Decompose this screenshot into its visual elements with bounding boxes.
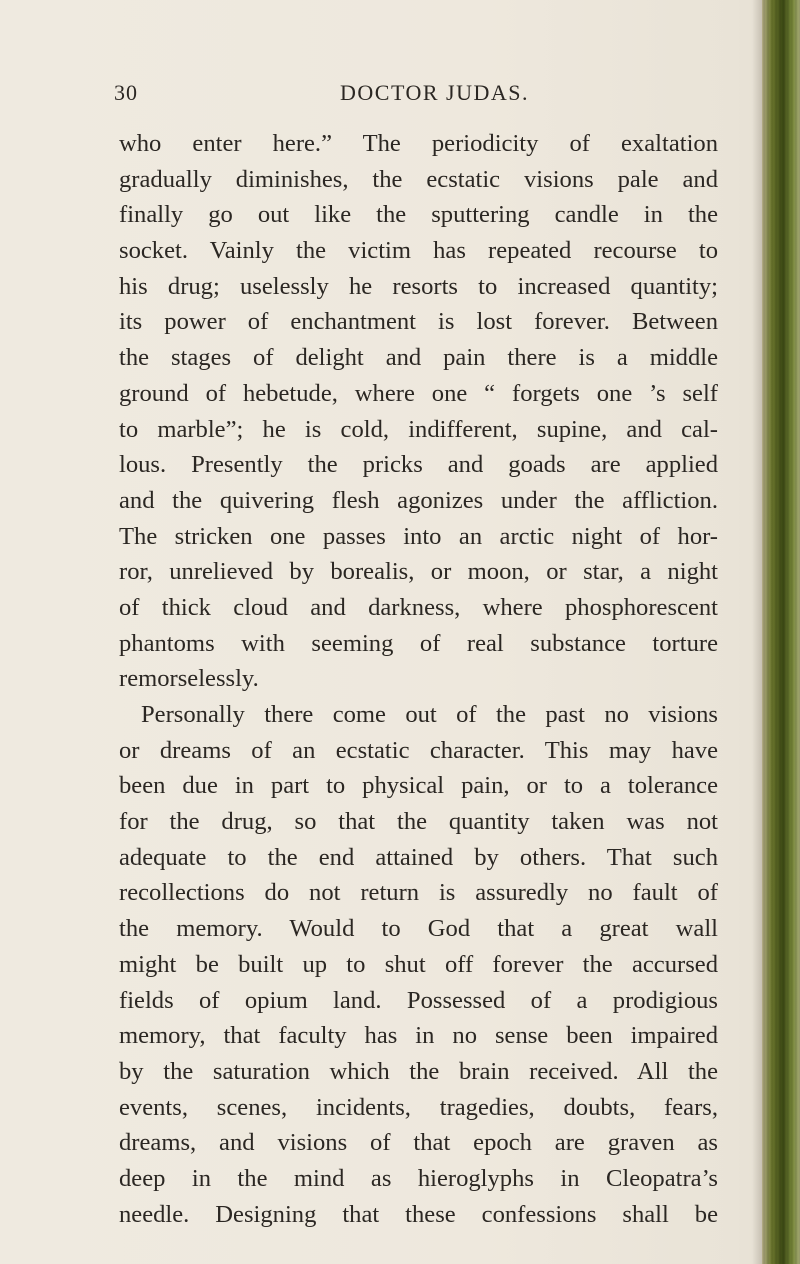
text-line: adequate to the end attained by others. That such <box>119 843 718 871</box>
text-line: memory, that faculty has in no sense been impaired <box>119 1022 718 1050</box>
text-line: for the drug, so that the quantity taken was not <box>119 808 718 836</box>
text-line: or dreams of an ecstatic character. This may have <box>119 736 718 764</box>
page-gutter-shadow <box>752 0 762 1264</box>
page-edge <box>762 0 800 1264</box>
text-line: who enter here.” The periodicity of exaltation <box>119 130 718 157</box>
text-line: to marble”; he is cold, indifferent, supine, and cal- <box>119 415 718 443</box>
text-line: events, scenes, incidents, tragedies, doubts, fears, <box>119 1093 718 1121</box>
text-line: its power of enchantment is lost forever. Between <box>119 308 718 336</box>
text-line: phantoms with seeming of real substance torture <box>119 629 718 657</box>
text-line: dreams, and visions of that epoch are graven as <box>119 1129 718 1157</box>
text-line: lous. Presently the pricks and goads are applied <box>119 451 718 479</box>
text-line: ror, unrelieved by borealis, or moon, or star, a night <box>119 558 718 586</box>
text-line: deep in the mind as hieroglyphs in Cleopatra’s <box>119 1164 718 1192</box>
running-head <box>114 80 714 110</box>
text-line: fields of opium land. Possessed of a prodigious <box>119 986 718 1014</box>
text-line: remorselessly. <box>119 665 259 693</box>
text-line: needle. Designing that these confessions shall be <box>119 1200 718 1228</box>
text-line: and the quivering flesh agonizes under the affliction. <box>119 486 718 514</box>
text-line: the stages of delight and pain there is a middle <box>119 344 718 372</box>
text-line: by the saturation which the brain received. All the <box>119 1057 718 1085</box>
text-line: ground of hebetude, where one “ forgets one ’s self <box>119 379 718 407</box>
text-line: recollections do not return is assuredly no fault of <box>119 879 718 907</box>
text-line: been due in part to physical pain, or to a tolerance <box>119 772 718 800</box>
paragraph-start-line: Personally there come out of the past no visions <box>141 701 718 728</box>
text-line: might be built up to shut off forever the accursed <box>119 950 718 978</box>
text-line: of thick cloud and darkness, where phosphorescent <box>119 593 718 621</box>
text-line: finally go out like the sputtering candle in the <box>119 201 718 229</box>
page-number: 30 <box>114 80 138 105</box>
text-line: The stricken one passes into an arctic night of hor- <box>119 522 718 550</box>
body-text <box>119 126 718 1232</box>
text-line: his drug; uselessly he resorts to increased quantity; <box>119 272 718 300</box>
running-title: DOCTOR JUDAS. <box>340 80 530 105</box>
text-line: gradually diminishes, the ecstatic visions pale and <box>119 165 718 193</box>
text-line: the memory. Would to God that a great wall <box>119 915 718 943</box>
text-line: socket. Vainly the victim has repeated recourse to <box>119 237 718 265</box>
